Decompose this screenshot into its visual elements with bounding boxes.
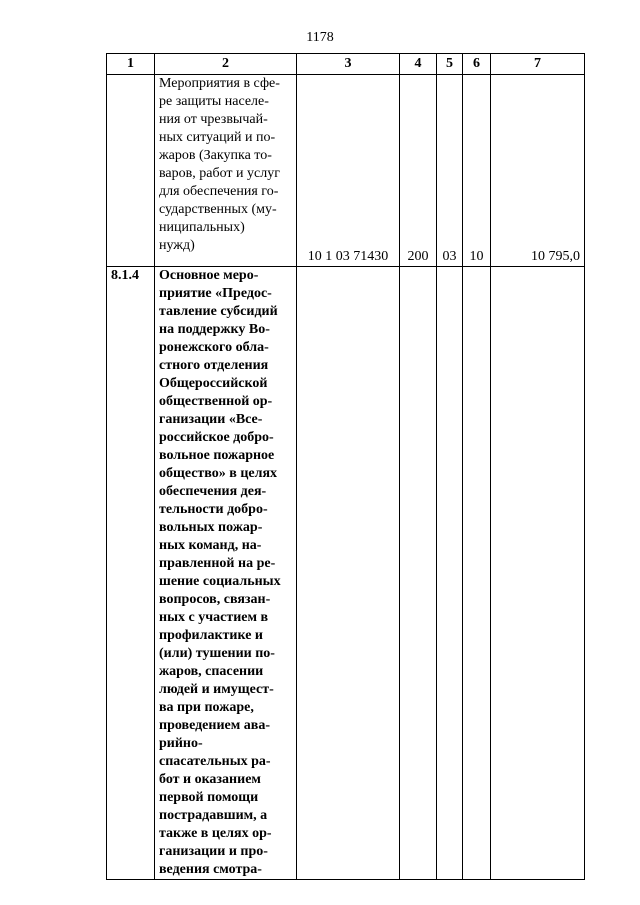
row-code: 10 1 03 71430	[297, 75, 400, 267]
name-line: людей и имущест-	[159, 682, 274, 697]
name-line: правленной на ре-	[159, 556, 276, 571]
name-line: общественной ор-	[159, 394, 273, 409]
header-col-7: 7	[491, 54, 585, 75]
name-line: ре защиты населе-	[159, 94, 269, 109]
name-line: ва при пожаре,	[159, 700, 254, 715]
name-line: Общероссийской	[159, 376, 268, 391]
name-line: жаров (Закупка то-	[159, 148, 272, 163]
name-line: сударственных (му-	[159, 202, 277, 217]
name-line: пострадавшим, а	[159, 808, 268, 823]
name-line: вольных пожар-	[159, 520, 263, 535]
name-line: тавление субсидий	[159, 304, 278, 319]
page-number: 1178	[306, 30, 334, 45]
name-line: вольное пожарное	[159, 448, 275, 463]
header-row	[107, 54, 585, 75]
name-line: также в целях ор-	[159, 826, 272, 841]
row-col-5	[437, 267, 463, 880]
row-col-5: 03	[437, 75, 463, 267]
header-col-1: 1	[107, 54, 155, 75]
name-line: ных с участием в	[159, 610, 269, 625]
header-col-4: 4	[400, 54, 437, 75]
row-amount	[491, 267, 585, 880]
row-code	[297, 267, 400, 880]
name-line: жаров, спасении	[159, 664, 264, 679]
name-line: ведения смотра-	[159, 862, 262, 877]
name-line: на поддержку Во-	[159, 322, 270, 337]
name-line: стного отделения	[159, 358, 269, 373]
name-line: для обеспечения го-	[159, 184, 279, 199]
row-amount: 10 795,0	[491, 75, 585, 267]
name-line: шение социальных	[159, 574, 281, 589]
row-col-6	[463, 267, 491, 880]
header-col-6: 6	[463, 54, 491, 75]
header-col-2: 2	[155, 54, 297, 75]
name-line: ных ситуаций и по-	[159, 130, 276, 145]
name-line: спасательных ра-	[159, 754, 271, 769]
name-line: общество» в целях	[159, 466, 278, 481]
name-line: Мероприятия в сфе-	[159, 76, 280, 91]
name-line: рийно-	[159, 736, 203, 751]
name-line: ных команд, на-	[159, 538, 262, 553]
name-line: проведением ава-	[159, 718, 270, 733]
table-row-activity	[107, 75, 585, 267]
name-line: ния от чрезвычай-	[159, 112, 268, 127]
name-line: (или) тушении по-	[159, 646, 275, 661]
name-line: ронежского обла-	[159, 340, 269, 355]
name-line: российское добро-	[159, 430, 274, 445]
row-col-4: 200	[400, 75, 437, 267]
name-line: ниципальных)	[159, 220, 245, 235]
row-number: 8.1.4	[107, 267, 155, 880]
table-row-main-measure	[107, 267, 585, 880]
budget-table	[106, 53, 585, 880]
name-line: ганизации и про-	[159, 844, 268, 859]
name-line: бот и оказанием	[159, 772, 261, 787]
name-line: Основное меро-	[159, 268, 259, 283]
name-line: приятие «Предос-	[159, 286, 272, 301]
row-col-4	[400, 267, 437, 880]
header-col-3: 3	[297, 54, 400, 75]
row-name	[155, 267, 297, 880]
name-line: ганизации «Все-	[159, 412, 263, 427]
row-col-6: 10	[463, 75, 491, 267]
name-line: профилактике и	[159, 628, 263, 643]
name-line: обеспечения дея-	[159, 484, 267, 499]
name-line: первой помощи	[159, 790, 259, 805]
row-number	[107, 75, 155, 267]
row-name	[155, 75, 297, 267]
name-line: нужд)	[159, 238, 195, 253]
name-line: тельности добро-	[159, 502, 268, 517]
name-line: вопросов, связан-	[159, 592, 271, 607]
header-col-5: 5	[437, 54, 463, 75]
name-line: варов, работ и услуг	[159, 166, 280, 181]
